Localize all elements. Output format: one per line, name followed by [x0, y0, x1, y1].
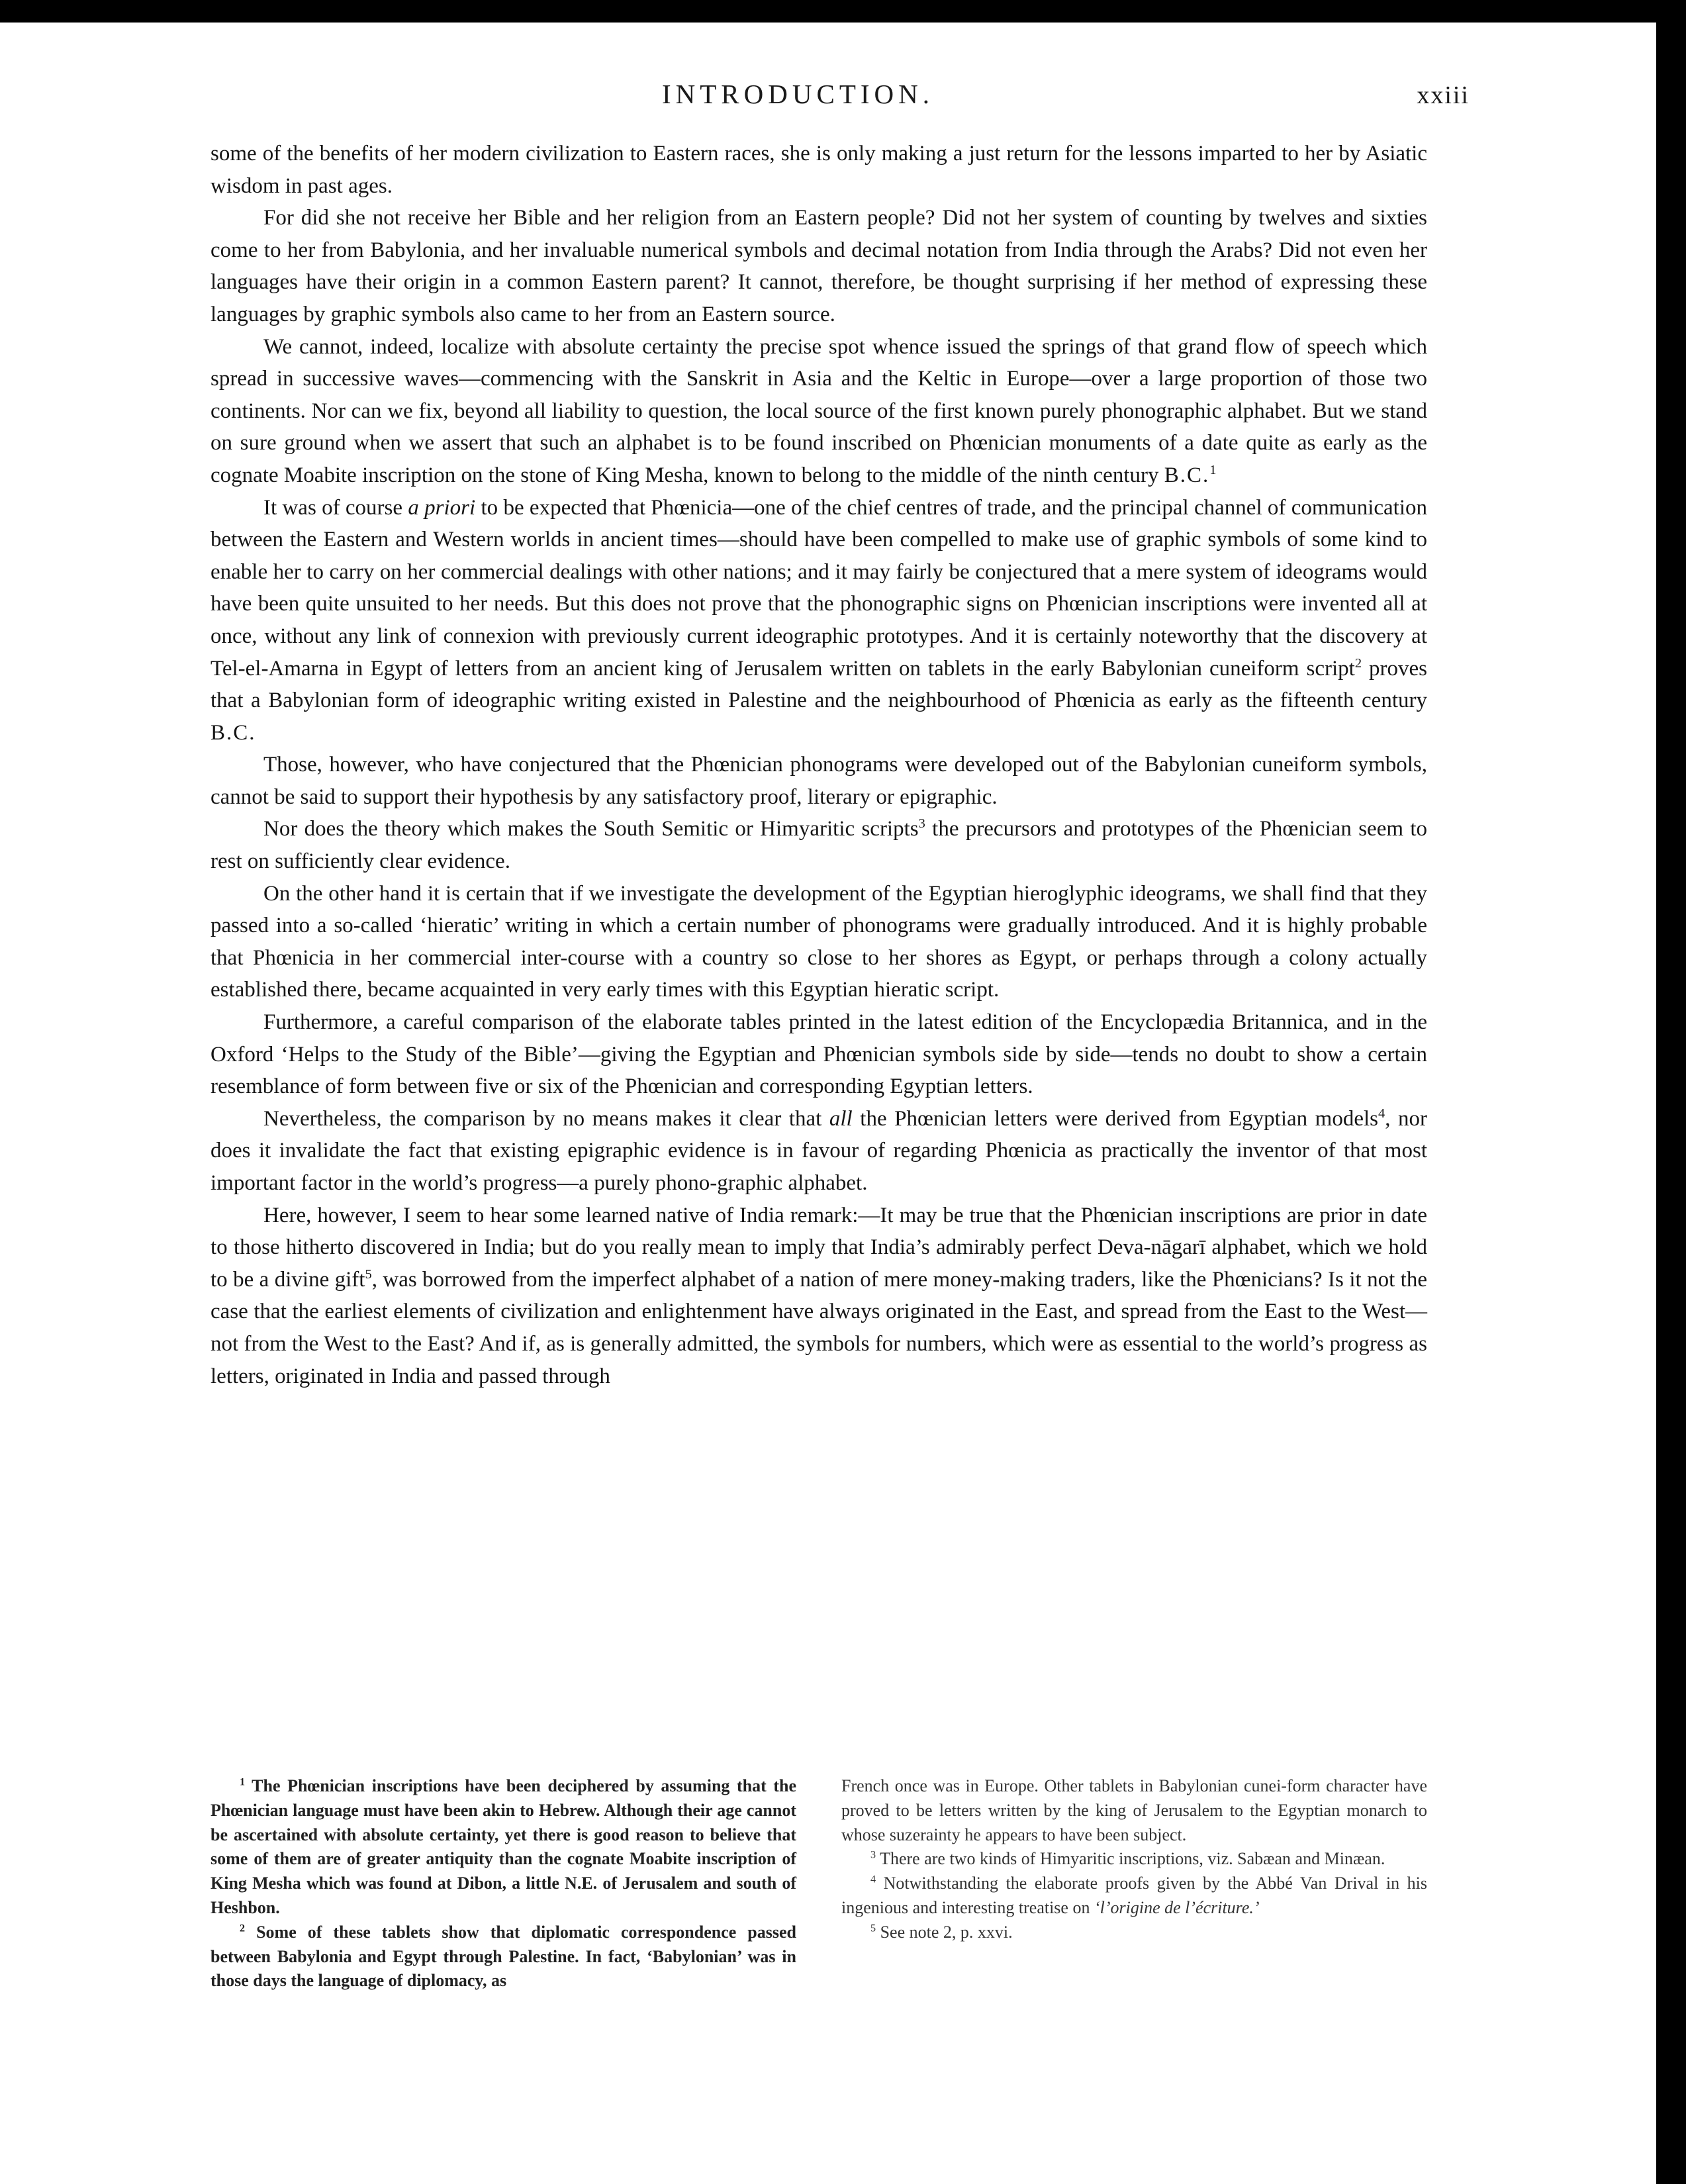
footnote-ref-4[interactable]: 4	[1378, 1106, 1385, 1121]
italic-word: all	[829, 1106, 853, 1131]
footnotes-left-column	[211, 1774, 796, 1993]
page-right-edge	[1656, 0, 1686, 2184]
paragraph-3: We cannot, indeed, localize with absolute certainty the precise spot whence issued the springs of that grand flow of speech which spread in successive waves—commencing with the Sanskrit in Asia and the Keltic in Europe—over a large proportion of those two continents. Nor can we fix, beyond all liability to question, the local source of the first known purely phonographic alphabet. But we stand on sure ground when we assert that such an alphabet is to be found inscribed on Phœnician monuments of a date quite as early as the cognate Moabite inscription on the stone of King Mesha, known to belong to the middle of the ninth century B.C.$^1$	[211, 334, 1427, 487]
footnote-2-continued: French once was in Europe. Other tablets in Babylonian cunei-form character have proved to be letters written by the king of Jerusalem to the Egyptian monarch to whose suzerainty he appears to have been subject.	[841, 1776, 1427, 1844]
footnote-4: $^4$ Notwithstanding the elaborate proofs given by the Abbé Van Drival in his ingenious and interesting treatise on ‘l’origine de l’écriture.’	[841, 1874, 1428, 1917]
paragraph-1: some of the benefits of her modern civilization to Eastern races, she is only making a just return for the lessons imparted to her by Asiatic wisdom in past ages.	[211, 142, 1427, 198]
footnote-ref-2[interactable]: 2	[1354, 655, 1362, 671]
footnotes-right-column	[841, 1774, 1427, 1993]
paragraph-5: Those, however, who have conjectured that the Phœnician phonograms were developed out of the Babylonian cuneiform symbols, cannot be said to support their hypothesis by any satisfactory proof, literary or epigraphic.	[211, 753, 1427, 809]
footnote-ref-3[interactable]: 3	[918, 816, 925, 831]
footnote-3: $^3$ There are two kinds of Himyaritic inscriptions, viz. Sabæan and Minæan.	[870, 1849, 1385, 1869]
page-top-edge	[0, 0, 1686, 23]
footnote-2: $^2$ Some of these tablets show that diplomatic correspondence passed between Babylonia and Egypt through Palestine. In fact, ‘Babylonian’ was in those days the language of diplomacy, as	[211, 1922, 796, 1991]
paragraph-2: For did she not receive her Bible and her religion from an Eastern people? Did not her system of counting by twelves and sixties come to her from Babylonia, and her invaluable numerical symbols and decimal notation from India through the Arabs? Did not even her languages have their origin in a common Eastern parent? It cannot, therefore, be thought surprising if her method of expressing these languages by graphic symbols also came to her from an Eastern source.	[211, 206, 1427, 326]
footnote-ref-5[interactable]: 5	[365, 1266, 372, 1282]
running-title: INTRODUCTION.	[662, 79, 934, 109]
paragraph-10: Here, however, I seem to hear some learned native of India remark:—It may be true that the Phœnician inscriptions are prior in date to those hitherto discovered in India; but do you really mean to imply that India’s admirably perfect Deva-nāgarī alphabet, which we hold to be a divine gift$^5$, was borrowed from the imperfect alphabet of a nation of mere money-making traders, like the Phœnicians? Is it not the case that the earliest elements of civilization and enlightenment have always originated in the East, and spread from the East to the West—not from the West to the East? And if, as is generally admitted, the symbols for numbers, which were as essential to the world’s progress as letters, originated in India and passed through	[211, 1203, 1427, 1388]
paragraph-4: It was of course a priori to be expected that Phœnicia—one of the chief centres of trade, and the principal channel of communication between the Eastern and Western worlds in ancient times—should have been compelled to make use of graphic symbols of some kind to enable her to carry on her commercial dealings with other nations; and it may fairly be conjectured that a mere system of ideograms would have been quite unsuited to her needs. But this does not prove that the phonographic signs on Phœnician inscriptions were invented all at once, without any link of connexion with previously current ideographic prototypes. And it is certainly noteworthy that the discovery at Tel-el-Amarna in Egypt of letters from an ancient king of Jerusalem written on tablets in the early Babylonian cuneiform script$^2$ proves that a Babylonian form of ideographic writing existed in Palestine and the neighbourhood of Phœnicia as early as the fifteenth century B.C.	[211, 495, 1428, 745]
footnote-1: $^1$ The Phœnician inscriptions have been deciphered by assuming that the Phœnician language must have been akin to Hebrew. Although their age cannot be ascertained with absolute certainty, yet there is good reason to believe that some of them are of greater antiquity than the cognate Moabite inscription of King Mesha which was found at Dibon, a little N.E. of Jerusalem and south of Heshbon.	[211, 1776, 796, 1917]
era-abbrev: B.C.	[1164, 463, 1210, 487]
footnote-5: $^5$ See note 2, p. xxvi.	[870, 1922, 1013, 1942]
paragraph-8: Furthermore, a careful comparison of the elaborate tables printed in the latest edition of the Encyclopædia Britannica, and in the Oxford ‘Helps to the Study of the Bible’—giving the Egyptian and Phœnician symbols side by side—tends no doubt to show a certain resemblance of form between five or six of the Phœnician and corresponding Egyptian letters.	[211, 1010, 1427, 1099]
paragraph-6: Nor does the theory which makes the South Semitic or Himyaritic scripts$^3$ the precursors and prototypes of the Phœnician seem to rest on sufficiently clear evidence.	[211, 816, 1427, 874]
footnotes	[211, 1774, 1427, 1993]
era-abbrev: B.C.	[211, 720, 256, 745]
paragraph-9: Nevertheless, the comparison by no means makes it clear that all the Phœnician letters were derived from Egyptian models$^4$, nor does it invalidate the fact that existing epigraphic evidence is in favour of regarding Phœnicia as practically the inventor of that most important factor in the world’s progress—a purely phono-graphic alphabet.	[211, 1106, 1427, 1195]
footnote-ref-1[interactable]: 1	[1209, 462, 1217, 477]
page-number: xxiii	[1417, 81, 1470, 109]
main-text	[211, 138, 1427, 1392]
italic-phrase: a priori	[408, 495, 476, 520]
paragraph-7: On the other hand it is certain that if we investigate the development of the Egyptian hieroglyphic ideograms, we shall find that they passed into a so-called ‘hieratic’ writing in which a certain number of phonograms were gradually introduced. And it is highly probable that Phœnicia in her commercial inter-course with a country so close to her shores as Egypt, or perhaps through a colony actually established there, became acquainted in very early times with this Egyptian hieratic script.	[211, 881, 1427, 1002]
